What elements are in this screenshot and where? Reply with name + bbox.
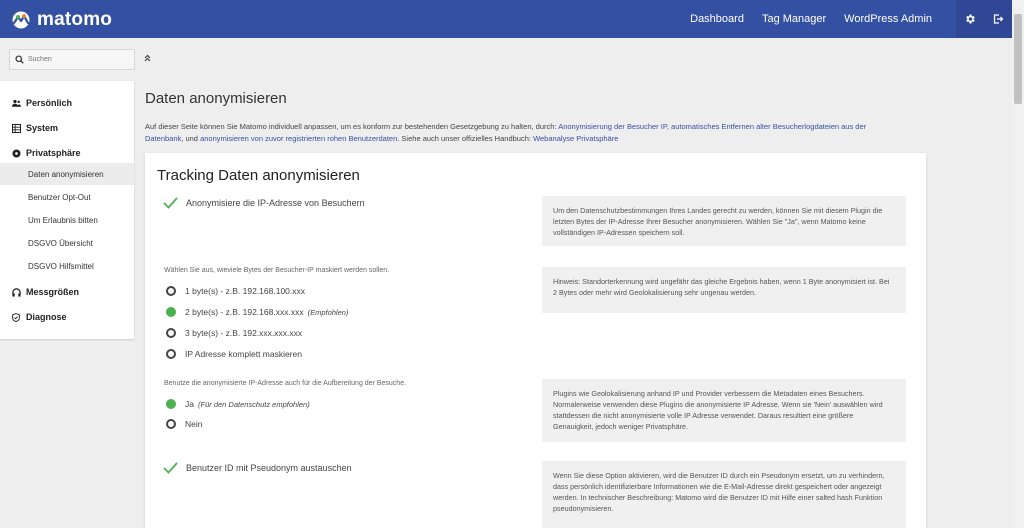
- nav-tag-manager[interactable]: Tag Manager: [761, 13, 827, 25]
- sidebar-cat-diagnose[interactable]: [11, 312, 67, 322]
- radio-circle: [166, 419, 176, 429]
- privacy-note: (Für den Datenschutz empfohlen): [197, 399, 310, 409]
- link-ip-anonymization[interactable]: Anonymisierung der Besucher IP, automatisches Entfernen alter Besucherlogdateien aus der Datenbank: [145, 122, 867, 143]
- sidebar-cat-label: Diagnose: [26, 312, 67, 322]
- top-bar: [0, 0, 1012, 38]
- check-icon: [163, 197, 178, 209]
- bytes-label: Wählen Sie aus, wieviele Bytes der Besucher-IP maskiert werden sollen.: [164, 267, 390, 274]
- logo-text: matomo: [37, 9, 113, 30]
- sidebar-item-benutzer-opt-out[interactable]: Benutzer Opt-Out: [28, 192, 91, 202]
- sidebar-item-um-erlaubnis-bitten[interactable]: Um Erlaubnis bitten: [28, 215, 98, 225]
- server-icon: [11, 124, 21, 133]
- bytes-help: Hinweis: Standorterkennung wird ungefähr das gleiche Ergebnis haben, wenn 1 Byte anonymisiert ist. Bei 2 Bytes oder mehr wird Geolokalisierung sehr ungenau werden.: [542, 267, 906, 313]
- radio-1-byte[interactable]: 1 byte(s) - z.B. 192.168.100.xxx: [166, 286, 305, 296]
- radio-use-anon-no[interactable]: Nein: [166, 419, 202, 429]
- sidebar-cat-label: Privatsphäre: [26, 148, 81, 158]
- page-intro: Auf dieser Seite können Sie Matomo individuell anpassen, um es konform zur bestehenden Gesetzgebung zu halten, durch: Anonymisierung der Besucher IP, automatisches Entfernen alter Besucherlogdateien aus der Datenbank, und anonymisieren von zuvor registrierten rohen Benutzerdaten. Siehe auch unser offizielles Handbuch: Webanalyse Privatsphäre: [145, 122, 867, 143]
- anonymize-ip-checkbox[interactable]: Anonymisiere die IP-Adresse von Besuchern: [163, 197, 365, 209]
- search-box[interactable]: [9, 49, 135, 70]
- radio-circle-selected: [166, 307, 176, 317]
- sidebar-cat-label: Messgrößen: [26, 287, 80, 297]
- radio-circle: [166, 328, 176, 338]
- settings-button[interactable]: [956, 0, 984, 38]
- link-raw-data-anonymization[interactable]: anonymisieren von zuvor registrierten rohen Benutzerdaten: [200, 134, 398, 143]
- radio-circle-selected: [166, 399, 176, 409]
- page-title: Daten anonymisieren: [145, 90, 287, 107]
- nav-wordpress-admin[interactable]: WordPress Admin: [844, 13, 932, 25]
- sidebar-item-dsgvo-uebersicht[interactable]: DSGVO Übersicht: [28, 238, 93, 248]
- search-input[interactable]: [28, 56, 123, 63]
- matomo-logo-icon: [10, 11, 32, 29]
- radio-use-anon-yes[interactable]: Ja (Für den Datenschutz empfohlen): [166, 399, 310, 409]
- gear-icon: [964, 13, 976, 25]
- sidebar: [0, 81, 134, 339]
- pseudonym-help: Wenn Sie diese Option aktivieren, wird die Benutzer ID durch ein Pseudonym ersetzt, um zu verhindern, dass persönlich identifizierbare Informationen wie die E-Mail-Adresse direkt gespeichert oder angezeigt werden. In technischer Beschreibung: Matomo wird die Benutzer ID mit Hilfe einer salted hash Funktion pseudonymisieren.: [542, 461, 906, 528]
- person-icon: [11, 99, 21, 107]
- collapse-toggle-icon[interactable]: [144, 54, 151, 64]
- sidebar-cat-privacy[interactable]: [11, 148, 81, 158]
- radio-2-bytes[interactable]: 2 byte(s) - z.B. 192.168.xxx.xxx (Empfohlen): [166, 307, 348, 317]
- sidebar-cat-label: Persönlich: [26, 98, 73, 108]
- card-title: Tracking Daten anonymisieren: [157, 167, 360, 184]
- radio-circle: [166, 349, 176, 359]
- check-icon: [163, 462, 178, 474]
- scrollbar-thumb[interactable]: [1014, 14, 1022, 104]
- search-icon: [15, 55, 24, 64]
- eye-icon: [11, 149, 21, 158]
- matomo-logo[interactable]: [10, 9, 112, 31]
- headphones-icon: [11, 288, 21, 297]
- sidebar-item-dsgvo-hilfsmittel[interactable]: DSGVO Hilfsmittel: [28, 261, 94, 271]
- nav-dashboard[interactable]: Dashboard: [690, 13, 744, 25]
- link-privacy-guide[interactable]: Webanalyse Privatsphäre: [533, 134, 619, 143]
- radio-circle: [166, 286, 176, 296]
- use-anon-help: Plugins wie Geolokalisierung anhand IP und Provider verbessern die Metadaten eines Besuchers. Normalerweise verwenden diese Plugins die anonymisierte IP Adresse. Wenn sie 'Nein' auswählen wird stattdessen die nicht anonymisierte volle IP Adresse verwendet. Daraus resultiert eine größere Genauigkeit, jedoch weniger Privatsphäre.: [542, 379, 906, 442]
- sidebar-cat-system[interactable]: [11, 123, 58, 133]
- sidebar-cat-personal[interactable]: [11, 98, 72, 108]
- logout-icon: [992, 13, 1004, 25]
- sidebar-cat-messgroessen[interactable]: [11, 287, 79, 297]
- tracking-anonymization-card: [145, 153, 926, 528]
- radio-full-mask[interactable]: IP Adresse komplett maskieren: [166, 349, 302, 359]
- recommended-note: (Empfohlen): [307, 307, 349, 317]
- use-anon-label: Benutze die anonymisierte IP-Adresse auch für die Aufbereitung der Besuche.: [164, 380, 407, 387]
- page-scrollbar[interactable]: [1012, 0, 1024, 528]
- logout-button[interactable]: [984, 0, 1012, 38]
- sidebar-cat-label: System: [26, 123, 59, 133]
- shield-icon: [11, 313, 21, 322]
- sidebar-item-daten-anonymisieren[interactable]: Daten anonymisieren: [0, 163, 134, 185]
- pseudonym-checkbox[interactable]: Benutzer ID mit Pseudonym austauschen: [163, 462, 352, 474]
- anonymize-ip-help: Um den Datenschutzbestimmungen Ihres Landes gerecht zu werden, können Sie mit diesem Plugin die letzten Bytes der IP-Adresse Ihrer Besucher anonymisieren. Wählen Sie "Ja", wenn Matomo keine vollständigen IP-Adressen speichern soll.: [542, 196, 906, 246]
- radio-3-bytes[interactable]: 3 byte(s) - z.B. 192.xxx.xxx.xxx: [166, 328, 302, 338]
